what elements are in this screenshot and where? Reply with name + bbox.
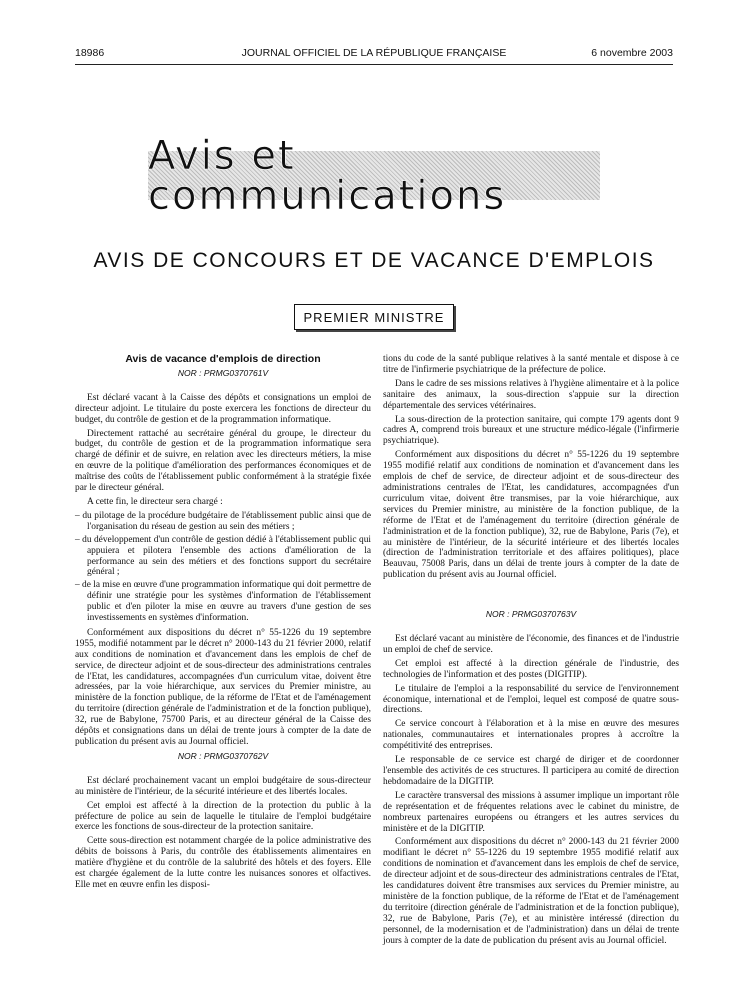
paragraph: Cette sous-direction est notamment chargée de la police administrative des débits de boissons à Paris, du contrôle des établissements alimentaires en matière d'hygiène et du contrôle de la salubrité des hôtels et des foyers. Elle est chargée également de la lutte contre les nuisances sonores et olfactives. Elle met en œuvre enfin les disposi- [75, 836, 371, 890]
notice-title: Avis de vacance d'emplois de direction [125, 353, 321, 365]
page-number: 18986 [75, 47, 105, 59]
right-column [383, 354, 679, 950]
banner-title: Avis et communications [148, 132, 507, 219]
paragraph: Directement rattaché au secrétaire général du groupe, le directeur du budget, du contrôle de gestion et de la programmation informatique sera chargé de définir et de suivre, en relation avec les directeurs métiers, la mise en œuvre de la politique d'amélioration des performances économiques et de maîtrise des coûts de l'établissement public conformément à la stratégie fixée par le directeur général. [75, 428, 371, 494]
paragraph: Le caractère transversal des missions à assumer implique un important rôle de représentation et de fréquentes relations avec le cabinet du ministre, de nombreux partenaires européens ou étrangers et les autres services du ministère et de la DIGITIP. [383, 790, 679, 834]
paragraph: Ce service concourt à l'élaboration et à la mise en œuvre des mesures nationales, communautaires et internationales propres à accroître la compétitivité des entreprises. [383, 719, 679, 752]
paragraph: Le titulaire de l'emploi a la responsabilité du service de l'environnement économique, international et de l'emploi, lequel est composé de quatre sous-directions. [383, 683, 679, 716]
issue-date: 6 novembre 2003 [591, 47, 673, 59]
header-rule [75, 64, 673, 65]
journal-title: JOURNAL OFFICIEL DE LA RÉPUBLIQUE FRANÇAISE [241, 47, 507, 59]
section-title: AVIS DE CONCOURS ET DE VACANCE D'EMPLOIS [93, 249, 655, 272]
duties-list [75, 511, 371, 624]
nor-reference: NOR : PRMG0370761V [177, 367, 269, 378]
list-item: – du développement d'un contrôle de gestion dédié à l'établissement public qui appuiera et pilotera l'ensemble des actions d'amélioration de la performance au sein des métiers et des fonctions support du secrétaire général ; [75, 535, 371, 579]
paragraph: tions du code de la santé publique relatives à la santé mentale et dispose à ce titre de l'infirmerie psychiatrique de la préfecture de police. [383, 354, 679, 375]
paragraph: Est déclaré prochainement vacant un emploi budgétaire de sous-directeur au ministère de l'intérieur, de la sécurité intérieure et des libertés locales. [75, 775, 371, 797]
paragraph: Le responsable de ce service est chargé de diriger et de coordonner l'ensemble des activités de ces structures. Il participera au comité de direction hebdomadaire de la DIGITIP. [383, 755, 679, 787]
list-item: – de la mise en œuvre d'une programmation informatique qui doit permettre de définir une stratégie pour les systèmes d'information de l'établissement public et d'en piloter la mise en œuvre au travers d'une gestion de ses investissements en systèmes d'information. [75, 580, 371, 624]
running-header [75, 47, 673, 61]
ministry-box: PREMIER MINISTRE [294, 304, 454, 330]
paragraph: Est déclaré vacant au ministère de l'économie, des finances et de l'industrie un emploi de chef de service. [383, 634, 679, 655]
nor-reference: NOR : PRMG0370762V [177, 750, 269, 761]
list-item: – du pilotage de la procédure budgétaire de l'établissement public ainsi que de l'organisation du réseau de gestion au sein des métiers ; [75, 511, 371, 533]
paragraph: La sous-direction de la protection sanitaire, qui compte 179 agents dont 9 cadres A, comprend trois bureaux et une structure médico-légale (l'infirmerie psychiatrique). [383, 414, 679, 447]
paragraph: Dans le cadre de ses missions relatives à l'hygiène alimentaire et à la police sanitaire des animaux, la sous-direction s'appuie sur la direction départementale des services vétérinaires. [383, 378, 679, 411]
paragraph: Est déclaré vacant à la Caisse des dépôts et consignations un emploi de directeur adjoint. Le titulaire du poste exercera les fonctions de directeur du budget, du contrôle de gestion et de la programmation informatique. [75, 392, 371, 425]
left-column [75, 354, 371, 894]
paragraph: Cet emploi est affecté à la direction générale de l'industrie, des technologies de l'information et des postes (DIGITIP). [383, 658, 679, 680]
paragraph: Conformément aux dispositions du décret n° 55-1226 du 19 septembre 1955, modifié notamment par le décret n° 2000-143 du 21 février 2000, relatif aux conditions de nomination et d'avancement dans les emplois de chef de service, de directeur adjoint et de sous-directeur des administrations centrales de l'Etat, les candidatures, accompagnées d'un curriculum vitae, doivent être adressées, par la voie hiérarchique, aux services du Premier ministre, au ministère de la fonction publique, de la réforme de l'Etat et de l'aménagement du territoire (direction générale de l'administration et de la fonction publique), 32, rue de Babylone, 75700 Paris, et au directeur général de la Caisse des dépôts et consignations dans un délai de trente jours à compter de la date de publication du présent avis au Journal officiel. [75, 627, 371, 747]
paragraph: Conformément aux dispositions du décret n° 55-1226 du 19 septembre 1955 modifié relatif aux conditions de nomination et d'avancement dans les emplois de chef de service, de directeur adjoint et de sous-directeur des administrations centrales de l'Etat, les candidatures, accompagnées d'un curriculum vitae, doivent être transmises, par la voie hiérarchique, aux services du Premier ministre, au ministère de la fonction publique, de la réforme de l'Etat et de l'aménagement du territoire (direction générale de l'administration et de la fonction publique), 32, rue de Babylone, Paris (7e), et au ministère de l'intérieur, de la sécurité intérieure et des libertés locales (direction de l'administration territoriale et des affaires politiques), place Beauvau, 75008 Paris, dans un délai de trente jours à compter de la date de publication du présent avis au Journal officiel. [383, 450, 679, 581]
section-banner [148, 132, 600, 219]
nor-reference: NOR : PRMG0370763V [485, 609, 577, 620]
paragraph: A cette fin, le directeur sera chargé : [87, 496, 223, 507]
paragraph: Cet emploi est affecté à la direction de la protection du public à la préfecture de police au sein de laquelle le titulaire de l'emploi budgétaire exerce les fonctions de sous-directeur de la protection sanitaire. [75, 800, 371, 833]
paragraph: Conformément aux dispositions du décret n° 2000-143 du 21 février 2000 modifiant le décret n° 55-1226 du 19 septembre 1955 modifié relatif aux conditions de nomination et d'avancement dans les emplois de chef de service, de directeur adjoint et de sous-directeur des administrations centrales de l'Etat, les candidatures doivent être transmises aux services du Premier ministre, au ministère de la fonction publique, de la réforme de l'Etat et de l'aménagement du territoire (direction générale de l'administration et de la fonction publique), 32, rue de Babylone, Paris (7e), et au ministère intéressé (direction du personnel, de la modernisation et de l'administration) dans un délai de trente jours à compter de la date de publication du présent avis au Journal officiel. [383, 837, 679, 946]
